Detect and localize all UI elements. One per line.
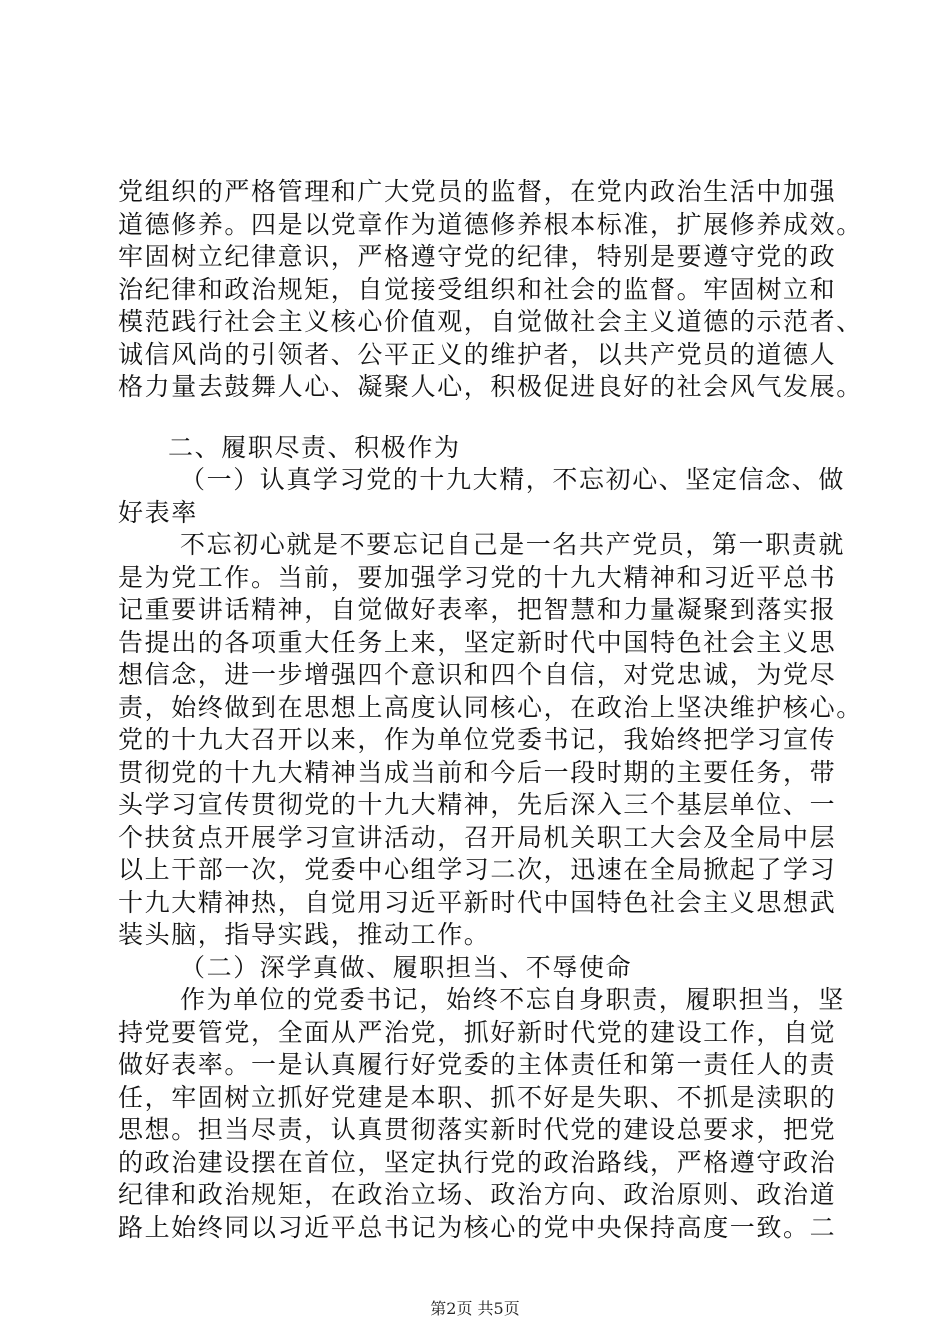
subsection-heading: （一）认真学习党的十九大精，不忘初心、坚定信念、做 <box>180 465 846 494</box>
body-line: 告提出的各项重大任务上来，坚定新时代中国特色社会主义思 <box>118 627 837 657</box>
body-line: 不忘初心就是不要忘记自己是一名共产党员，第一职责就 <box>180 530 846 559</box>
body-line: 贯彻党的十九大精神当成当前和今后一段时期的主要任务，带 <box>118 757 837 787</box>
body-line: 想信念，进一步增强四个意识和四个自信，对党忠诚，为党尽 <box>118 660 837 689</box>
subsection-heading: （二）深学真做、履职担当、不辱使命 <box>180 952 633 982</box>
body-line: 作为单位的党委书记，始终不忘自身职责，履职担当，坚 <box>180 985 846 1014</box>
body-line: 诚信风尚的引领者、公平正义的维护者，以共产党员的道德人 <box>118 339 837 369</box>
document-body <box>118 176 863 1244</box>
body-line: 纪律和政治规矩，在政治立场、政治方向、政治原则、政治道 <box>118 1180 837 1209</box>
body-line: 的政治建设摆在首位，坚定执行党的政治路线，严格遵守政治 <box>118 1147 837 1177</box>
body-line: 装头脑，指导实践，推动工作。 <box>118 920 491 949</box>
body-line: 党的十九大召开以来，作为单位党委书记，我始终把学习宣传 <box>118 725 837 754</box>
body-line: 路上始终同以习近平总书记为核心的党中央保持高度一致。二 <box>118 1212 837 1242</box>
body-line: 记重要讲话精神，自觉做好表率，把智慧和力量凝聚到落实报 <box>118 595 837 624</box>
section-heading: 二、履职尽责、积极作为 <box>168 432 461 462</box>
subsection-heading: 好表率 <box>118 497 198 527</box>
body-line: 责，始终做到在思想上高度认同核心，在政治上坚决维护核心。 <box>118 692 863 722</box>
body-line: 以上干部一次，党委中心组学习二次，迅速在全局掀起了学习 <box>118 855 837 884</box>
body-line: 治纪律和政治规矩，自觉接受组织和社会的监督。牢固树立和 <box>118 274 837 304</box>
body-line: 道德修养。四是以党章作为道德修养根本标准，扩展修养成效。 <box>118 209 863 239</box>
body-line: 牢固树立纪律意识，严格遵守党的纪律，特别是要遵守党的政 <box>118 242 837 271</box>
body-line: 模范践行社会主义核心价值观，自觉做社会主义道德的示范者、 <box>118 307 863 336</box>
body-line: 思想。担当尽责，认真贯彻落实新时代党的建设总要求，把党 <box>118 1115 837 1144</box>
body-line: 党组织的严格管理和广大党员的监督，在党内政治生活中加强 <box>118 177 837 206</box>
body-line: 格力量去鼓舞人心、凝聚人心，积极促进良好的社会风气发展。 <box>118 372 863 401</box>
body-line: 头学习宣传贯彻党的十九大精神，先后深入三个基层单位、一 <box>118 790 837 819</box>
body-line: 十九大精神热，自觉用习近平新时代中国特色社会主义思想武 <box>118 887 837 917</box>
body-line: 任，牢固树立抓好党建是本职、抓不好是失职、不抓是渎职的 <box>118 1082 837 1112</box>
body-line: 持党要管党，全面从严治党，抓好新时代党的建设工作，自觉 <box>118 1017 837 1047</box>
page-footer: 第2页 共5页 <box>430 1299 520 1318</box>
body-line: 是为党工作。当前，要加强学习党的十九大精神和习近平总书 <box>118 562 837 592</box>
body-line: 做好表率。一是认真履行好党委的主体责任和第一责任人的责 <box>118 1050 837 1079</box>
paragraph-gap <box>118 404 838 432</box>
body-line: 个扶贫点开展学习宣讲活动，召开局机关职工大会及全局中层 <box>118 822 837 852</box>
